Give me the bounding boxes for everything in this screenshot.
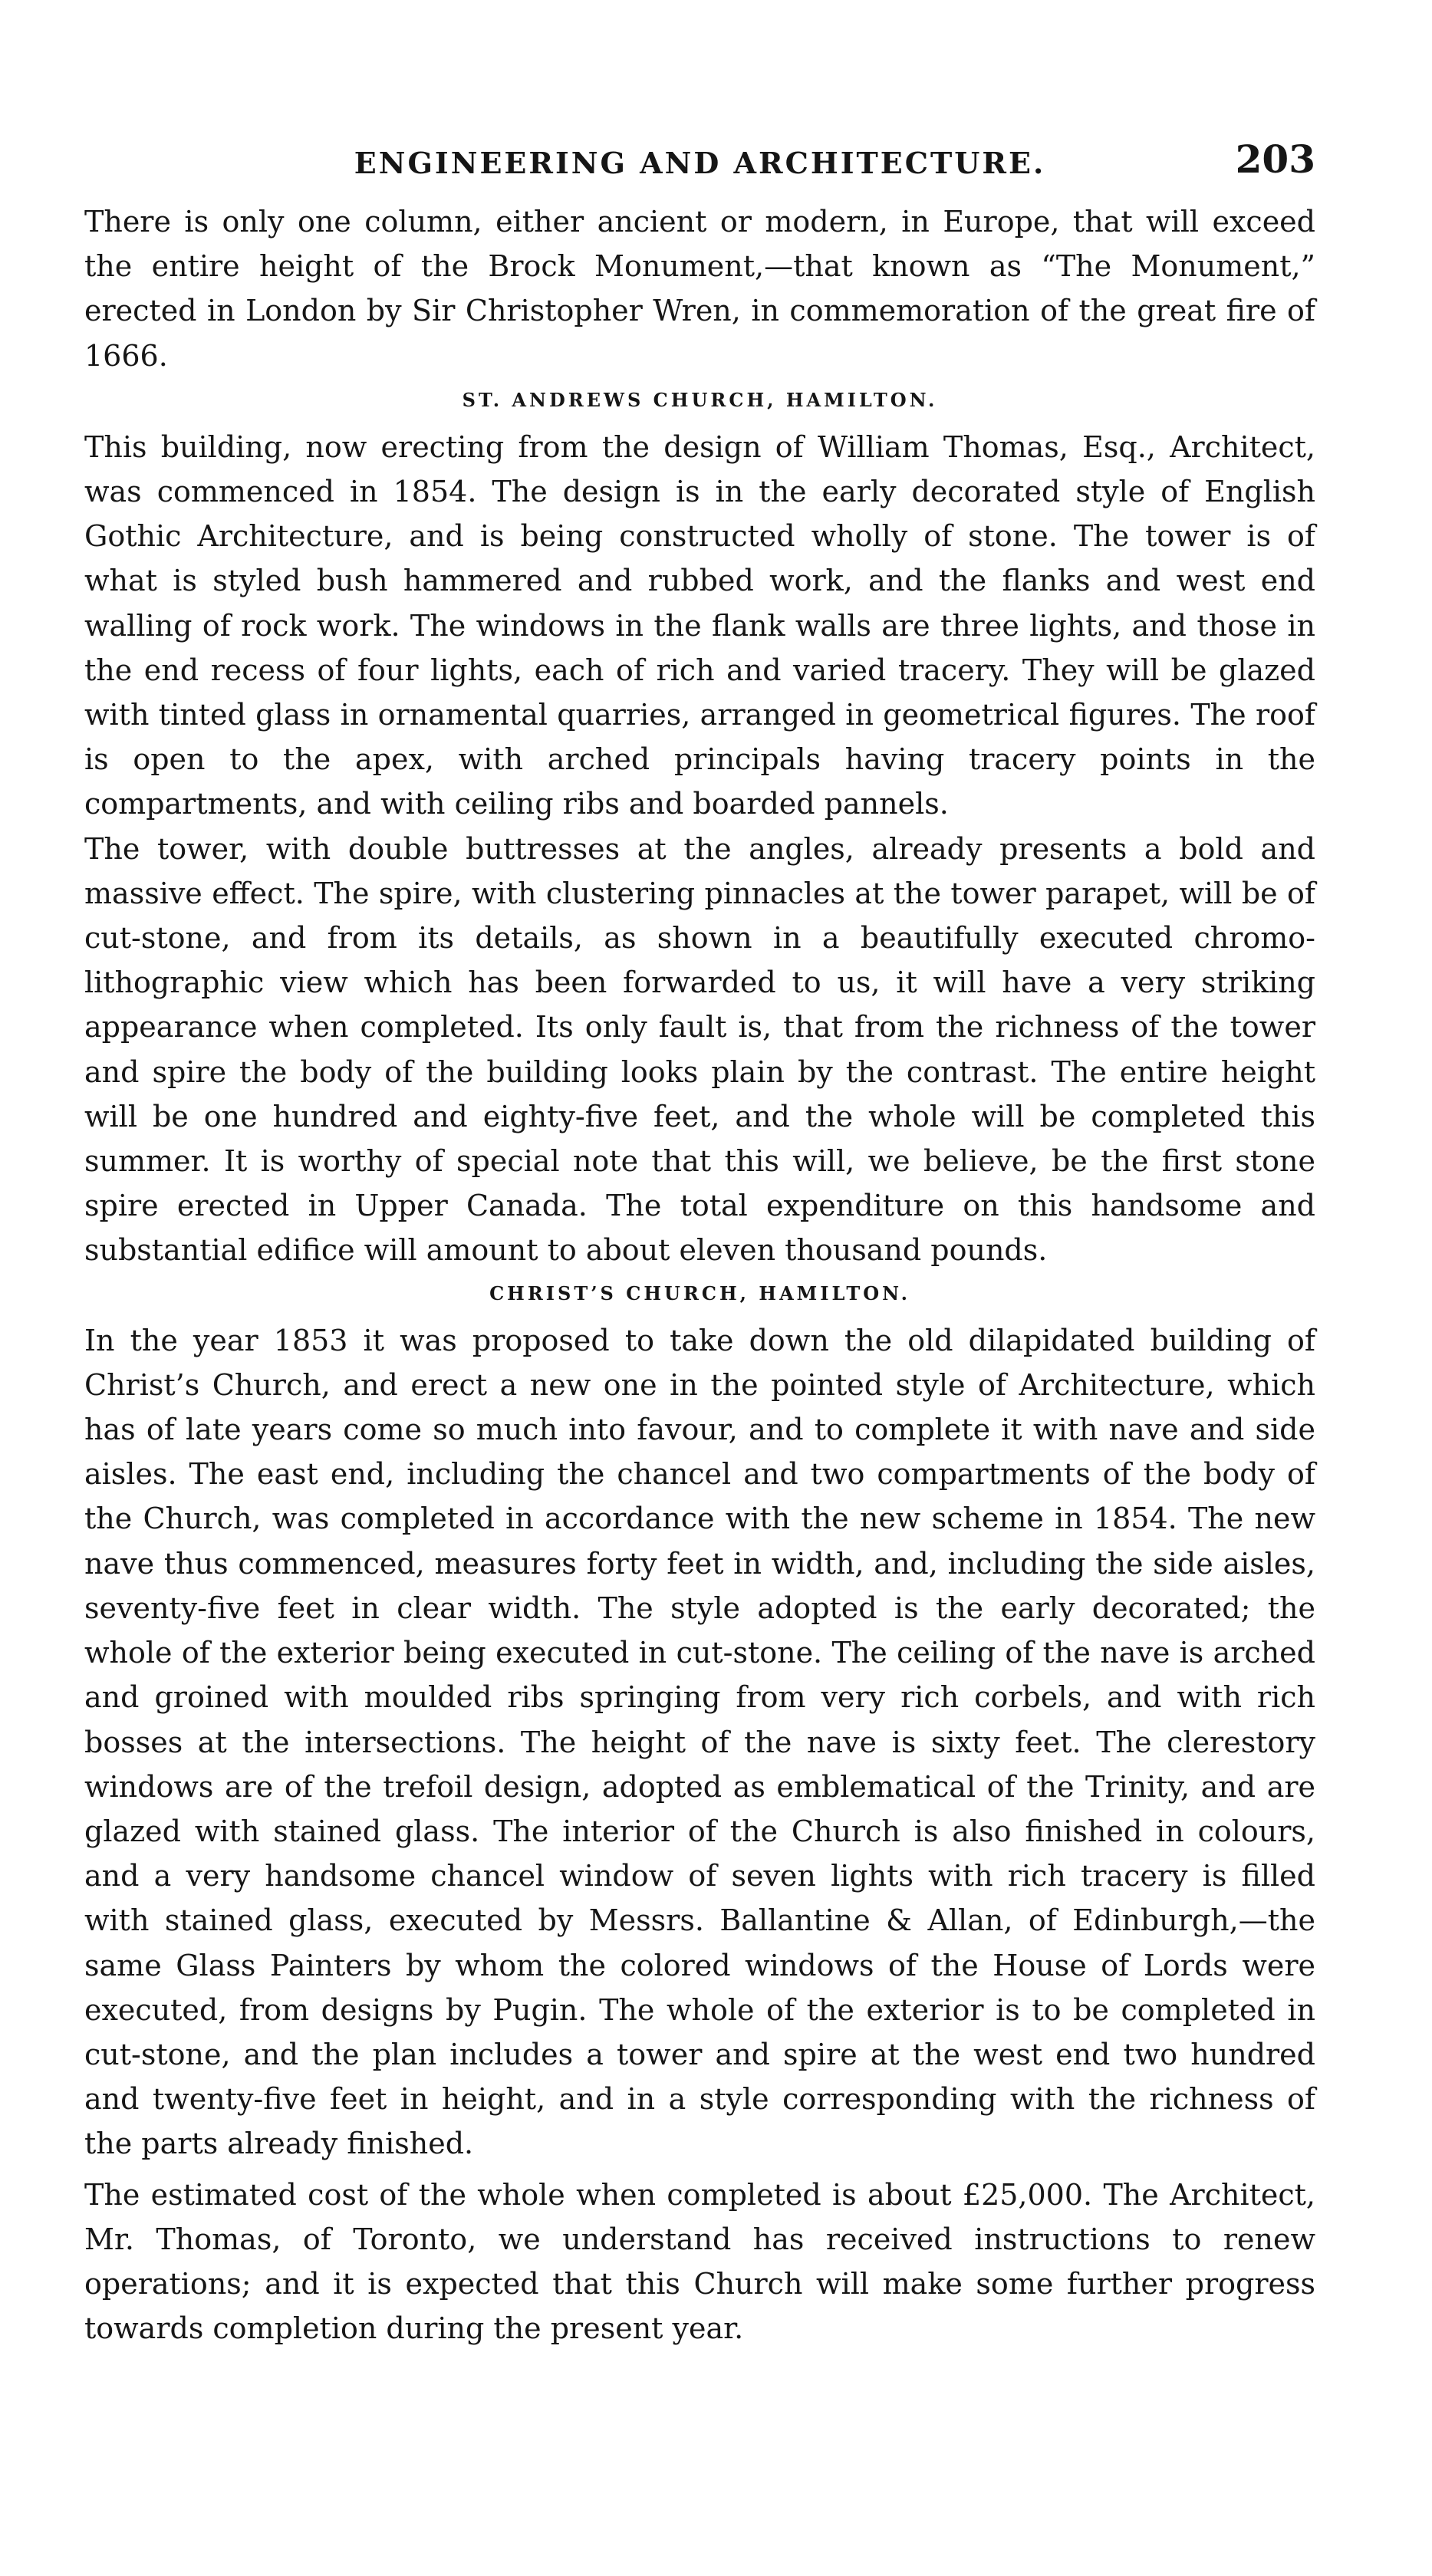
christs-church-paragraph-1: In the year 1853 it was proposed to take down the old dilapidated building of Christ’s Church, and erect a new one in the pointed style of Architecture, which has of late years come so much into favour, and to complete it with nave and side aisles. The east end, including the chancel and two compartments of the body of the Church, was completed in accordance with the new scheme in 1854. The new nave thus commenced, measures forty feet in width, and, including the side aisles, seventy-five feet in clear width. The style adopted is the early decorated; the whole of the exterior being executed in cut-stone. The ceiling of the nave is arched and groined with moulded ribs springing from very rich corbels, and with rich bosses at the intersections. The height of the nave is sixty feet. The clerestory windows are of the trefoil design, adopted as emblematical of the Trinity, and are glazed with stained glass. The interior of the Church is also finished in colours, and a very handsome chancel window of seven lights with rich tracery is filled with stained glass, executed by Messrs. Ballantine & Allan, of Edinburgh,—the same Glass Painters by whom the colored windows of the House of Lords were executed, from designs by Pugin. The whole of the exterior is to be completed in cut-stone, and the plan includes a tower and spire at the west end two hundred and twenty-five feet in height, and in a style corresponding with the richness of the parts already finished. bbox=[84, 1323, 1315, 2161]
paragraph-gap bbox=[84, 2166, 1315, 2173]
running-head bbox=[84, 130, 1315, 199]
intro-paragraph: There is only one column, either ancient or modern, in Europe, that will exceed the entire height of the Brock Monument,—that known as “The Monument,” erected in London by Sir Christopher Wren, in commemoration of the great fire of 1666. bbox=[84, 205, 1315, 373]
book-page bbox=[84, 130, 1315, 2351]
st-andrews-paragraph-2: The tower, with double buttresses at the angles, already presents a bold and massive effect. The spire, with clustering pinnacles at the tower parapet, will be of cut-stone, and from its details, as shown in a beautifully executed chromo-lithographic view which has been forwarded to us, it will have a very striking appearance when completed. Its only fault is, that from the richness of the tower and spire the body of the building looks plain by the contrast. The entire height will be one hundred and eighty-five feet, and the whole will be completed this summer. It is worthy of special note that this will, we believe, be the first stone spire erected in Upper Canada. The total expenditure on this handsome and substantial edifice will amount to about eleven thousand pounds. bbox=[84, 831, 1315, 1268]
st-andrews-heading: ST. ANDREWS CHURCH, HAMILTON. bbox=[462, 388, 938, 411]
page-number: 203 bbox=[1235, 137, 1315, 182]
st-andrews-paragraph-1: This building, now erecting from the design of William Thomas, Esq., Architect, was commenced in 1854. The design is in the early decorated style of English Gothic Architecture, and is being constructed wholly of stone. The tower is of what is styled bush hammered and rubbed work, and the flanks and west end walling of rock work. The windows in the flank walls are three lights, and those in the end recess of four lights, each of rich and varied tracery. They will be glazed with tinted glass in ornamental quarries, arranged in geometrical figures. The roof is open to the apex, with arched principals having tracery points in the compartments, and with ceiling ribs and boarded pannels. bbox=[84, 429, 1315, 821]
christs-church-paragraph-2: The estimated cost of the whole when completed is about £25,000. The Architect, Mr. Thomas, of Toronto, we understand has received instructions to renew operations; and it is expected that this Church will make some further progress towards completion during the present year. bbox=[84, 2177, 1315, 2346]
running-title: ENGINEERING AND ARCHITECTURE. bbox=[354, 146, 1046, 180]
christs-church-heading: CHRIST’S CHURCH, HAMILTON. bbox=[489, 1281, 910, 1304]
